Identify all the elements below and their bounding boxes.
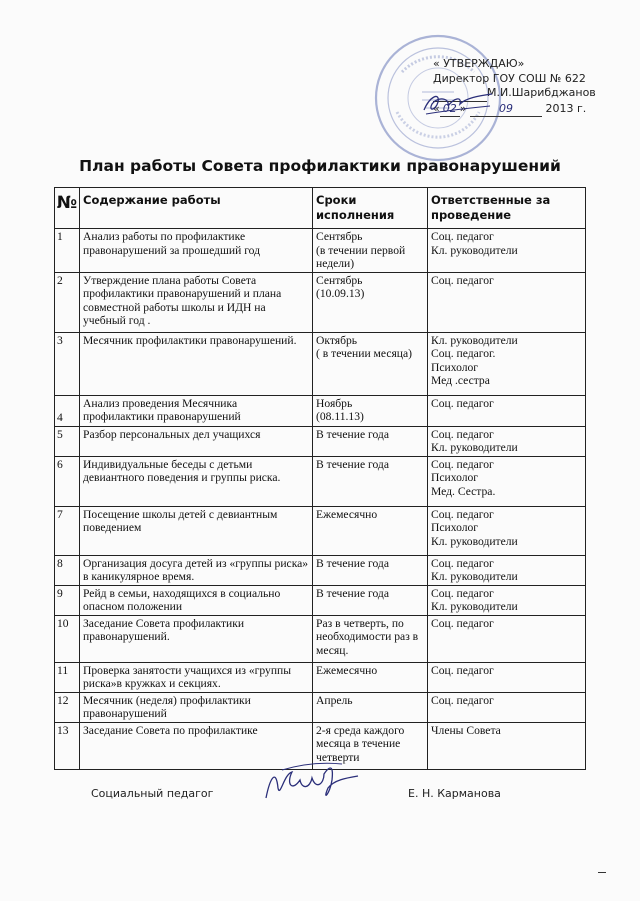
- table-row: [55, 615, 586, 662]
- table-row: [55, 426, 586, 456]
- row-responsible: Кл. руководители Соц. педагог. Психолог Мед .сестра: [428, 332, 586, 395]
- row-content: Месячник профилактики правонарушений.: [80, 332, 313, 395]
- row-content: Посещение школы детей с девиантным поведением: [80, 506, 313, 555]
- row-terms: Сентябрь (в течении первой недели): [313, 229, 428, 273]
- table-row: [55, 506, 586, 555]
- row-terms: В течение года: [313, 585, 428, 615]
- page-dash: [598, 872, 606, 873]
- footer-name: Е. Н. Карманова: [408, 787, 501, 800]
- row-number: 7: [55, 506, 80, 555]
- row-terms: Октябрь ( в течении месяца): [313, 332, 428, 395]
- row-responsible: Соц. педагог Психолог Мед. Сестра.: [428, 456, 586, 506]
- row-number: 4: [55, 395, 80, 426]
- row-number: 13: [55, 722, 80, 769]
- row-number: 3: [55, 332, 80, 395]
- row-responsible: Члены Совета: [428, 722, 586, 769]
- footer-position: Социальный педагог: [91, 787, 214, 800]
- row-content: Заседание Совета по профилактике: [80, 722, 313, 769]
- row-responsible: Соц. педагог: [428, 662, 586, 692]
- work-plan-table: [54, 187, 586, 770]
- row-responsible: Соц. педагог: [428, 272, 586, 332]
- row-responsible: Соц. педагог Психолог Кл. руководители: [428, 506, 586, 555]
- row-terms: Апрель: [313, 692, 428, 722]
- table-row: [55, 456, 586, 506]
- header-terms: Сроки исполнения: [313, 188, 428, 229]
- row-content: Утверждение плана работы Совета профилактики правонарушений и плана совместной работы школы и ИДН на учебный год .: [80, 272, 313, 332]
- row-responsible: Соц. педагог: [428, 395, 586, 426]
- row-terms: В течение года: [313, 555, 428, 585]
- row-responsible: Соц. педагог Кл. руководители: [428, 229, 586, 273]
- row-content: Индивидуальные беседы с детьми девиантного поведения и группы риска.: [80, 456, 313, 506]
- header-num: №: [55, 188, 80, 229]
- date-prefix: «: [433, 101, 440, 115]
- row-number: 8: [55, 555, 80, 585]
- header-content: Содержание работы: [80, 188, 313, 229]
- approval-line1: « УТВЕРЖДАЮ»: [433, 57, 525, 70]
- row-terms: В течение года: [313, 426, 428, 456]
- row-number: 12: [55, 692, 80, 722]
- date-day: 02: [440, 102, 460, 118]
- row-responsible: Соц. педагог Кл. руководители: [428, 426, 586, 456]
- row-number: 6: [55, 456, 80, 506]
- row-terms: В течение года: [313, 456, 428, 506]
- row-terms: Ежемесячно: [313, 662, 428, 692]
- director-signature-icon: [420, 88, 495, 118]
- row-number: 5: [55, 426, 80, 456]
- row-responsible: Соц. педагог: [428, 692, 586, 722]
- table-row: [55, 662, 586, 692]
- table-row: [55, 585, 586, 615]
- row-responsible: Соц. педагог Кл. руководители: [428, 555, 586, 585]
- row-content: Рейд в семьи, находящихся в социально опасном положении: [80, 585, 313, 615]
- row-number: 1: [55, 229, 80, 273]
- date-month: 09: [470, 102, 542, 118]
- table-row: [55, 272, 586, 332]
- table-row: [55, 229, 586, 273]
- row-terms: Сентябрь (10.09.13): [313, 272, 428, 332]
- table-row: [55, 332, 586, 395]
- date-year: 2013 г.: [545, 101, 587, 115]
- table-header-row: [55, 188, 586, 229]
- row-number: 10: [55, 615, 80, 662]
- approval-name: М.И.Шарибджанов: [487, 86, 596, 99]
- row-number: 11: [55, 662, 80, 692]
- row-content: Месячник (неделя) профилактики правонарушений: [80, 692, 313, 722]
- row-terms: 2-я среда каждого месяца в течение четверти: [313, 722, 428, 769]
- approval-line2: Директор ГОУ СОШ № 622: [433, 71, 586, 85]
- row-content: Проверка занятости учащихся из «группы риска»в кружках и секциях.: [80, 662, 313, 692]
- table-row: [55, 395, 586, 426]
- row-responsible: Соц. педагог Кл. руководители: [428, 585, 586, 615]
- teacher-signature-icon: [262, 758, 362, 806]
- row-content: Заседание Совета профилактики правонарушений.: [80, 615, 313, 662]
- row-content: Разбор персональных дел учащихся: [80, 426, 313, 456]
- row-terms: Ноябрь (08.11.13): [313, 395, 428, 426]
- row-content: Анализ проведения Месячника профилактики правонарушений: [80, 395, 313, 426]
- date-mid: »: [459, 101, 467, 115]
- row-number: 9: [55, 585, 80, 615]
- row-number: 2: [55, 272, 80, 332]
- row-terms: Раз в четверть, по необходимости раз в месяц.: [313, 615, 428, 662]
- row-content: Анализ работы по профилактике правонарушений за прошедший год: [80, 229, 313, 273]
- table-row: [55, 692, 586, 722]
- row-responsible: Соц. педагог: [428, 615, 586, 662]
- row-terms: Ежемесячно: [313, 506, 428, 555]
- header-responsible: Ответственные за проведение: [428, 188, 586, 229]
- table-row: [55, 555, 586, 585]
- page-title: План работы Совета профилактики правонарушений: [79, 157, 561, 175]
- row-content: Организация досуга детей из «группы риска» в каникулярное время.: [80, 555, 313, 585]
